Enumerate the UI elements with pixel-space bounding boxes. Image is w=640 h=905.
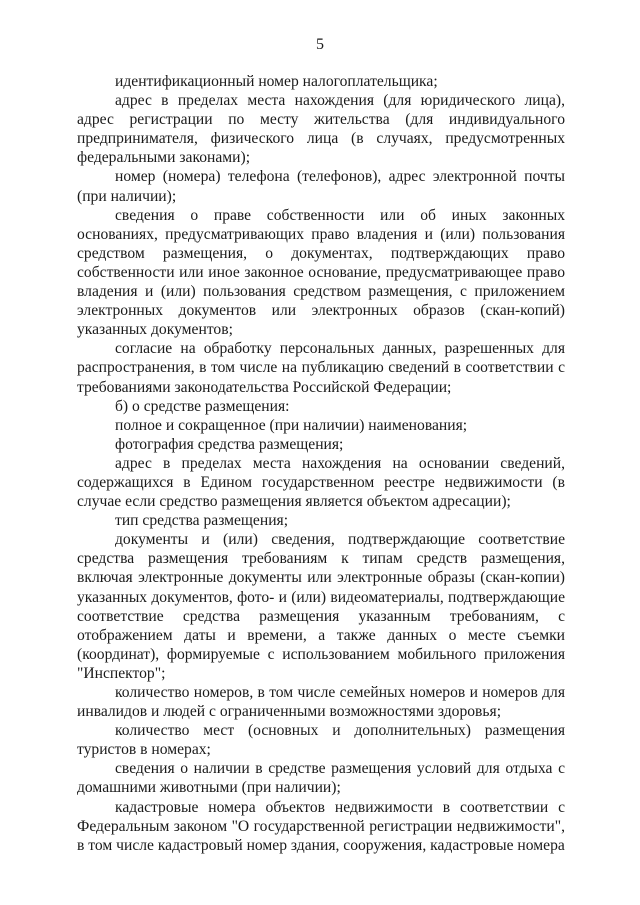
paragraph-photo: фотография средства размещения;	[115, 435, 344, 453]
paragraph-phone-email: номер (номера) телефона (телефонов), адрес электронной почты (при наличии);	[77, 168, 565, 205]
paragraph-bed-count: количество мест (основных и дополнительных) размещения туристов в номерах;	[77, 722, 565, 759]
paragraph-ownership-rights: сведения о праве собственности или об иных законных основаниях, предусматривающих право владения и (или) пользования средством размещения, о документах, подтверждающих право собственности или иное законное основание, предусматривающее право владения и (или) пользования средством размещения, с приложением электронных документов или электронных образов (скан-копий) указанных документов;	[77, 206, 565, 339]
paragraph-personal-data-consent: согласие на обработку персональных данных, разрешенных для распространения, в том числе на публикацию сведений в соответствии с требованиями законодательства Российской Федерации;	[77, 340, 565, 396]
document-body	[77, 72, 565, 855]
paragraph-address: адрес в пределах места нахождения (для юридического лица), адрес регистрации по месту жительства (для индивидуального предпринимателя, физического лица (в случаях, предусмотренных федеральными законами);	[77, 92, 565, 167]
page-number: 5	[316, 36, 324, 53]
paragraph-accommodation-type: тип средства размещения;	[115, 512, 289, 530]
paragraph-location-address: адрес в пределах места нахождения на основании сведений, содержащихся в Едином государственном реестре недвижимости (в случае если средство размещения является объектом адресации);	[77, 454, 565, 511]
paragraph-room-count: количество номеров, в том числе семейных номеров и номеров для инвалидов и людей с ограниченными возможностями здоровья;	[77, 684, 565, 721]
paragraph-inn: идентификационный номер налогоплательщика;	[115, 73, 438, 90]
paragraph-section-b-heading: б) о средстве размещения:	[115, 397, 290, 415]
paragraph-cadastral-numbers: кадастровые номера объектов недвижимости в соответствии с Федеральным законом "О государственной регистрации недвижимости", в том числе кадастровый номер здания, сооружения, кадастровые номера	[77, 798, 565, 854]
paragraph-pets: сведения о наличии в средстве размещения условий для отдыха с домашними животными (при наличии);	[77, 760, 565, 797]
paragraph-names: полное и сокращенное (при наличии) наименования;	[115, 416, 468, 434]
paragraph-compliance-documents: документы и (или) сведения, подтверждающие соответствие средства размещения требованиям к типам средств размещения, включая электронные документы или электронные образы (скан-копии) указанных документов, фото- и (или) видеоматериалы, подтверждающие соответствие средства размещения указанным требованиям, с отображением даты и времени, а также данных о месте съемки (координат), формируемые с использованием мобильного приложения "Инспектор";	[77, 531, 565, 682]
